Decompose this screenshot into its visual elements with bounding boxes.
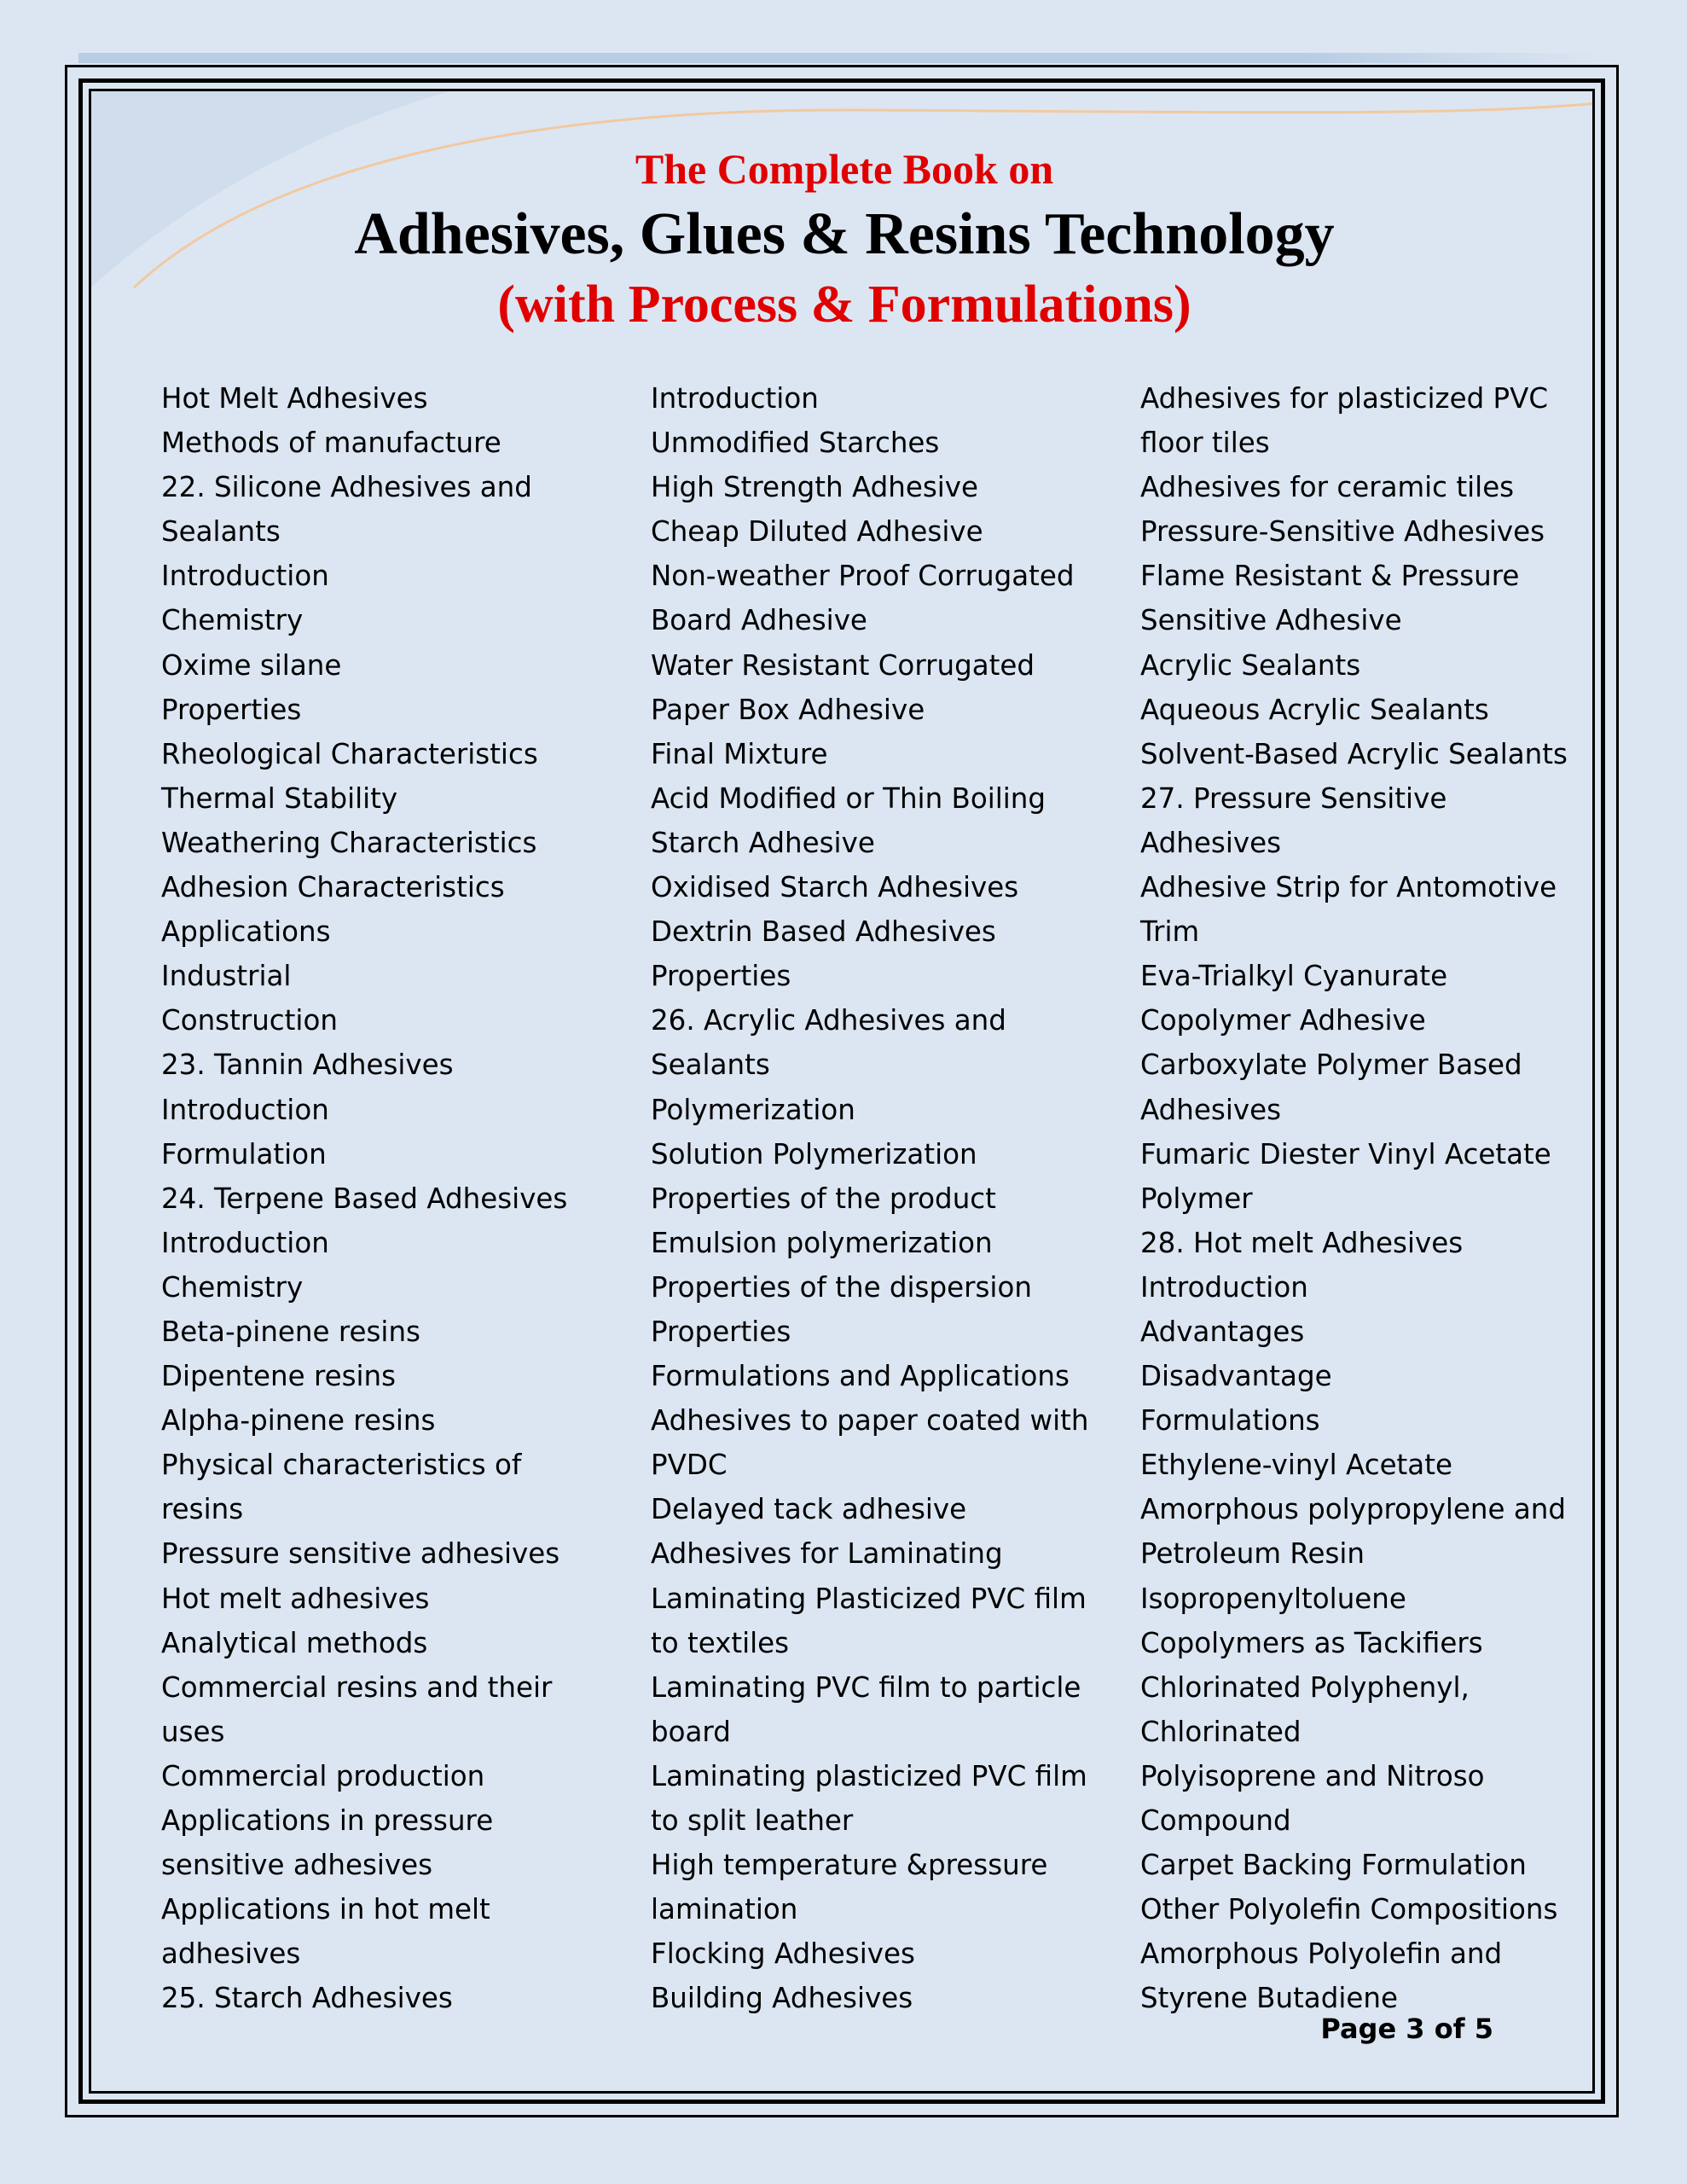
contents-line: Adhesion Characteristics bbox=[161, 871, 505, 904]
contents-line: Applications in hot melt bbox=[161, 1893, 490, 1926]
contents-line: Formulation bbox=[161, 1137, 327, 1170]
contents-line: Physical characteristics of bbox=[161, 1449, 522, 1482]
contents-line: Pressure sensitive adhesives bbox=[161, 1537, 560, 1571]
contents-line: Construction bbox=[161, 1004, 338, 1037]
contents-line: Thermal Stability bbox=[161, 781, 398, 815]
contents-line: Emulsion polymerization bbox=[651, 1226, 993, 1259]
contents-line: Applications bbox=[161, 915, 331, 949]
contents-line: 27. Pressure Sensitive bbox=[1140, 781, 1447, 815]
contents-column-1 bbox=[161, 376, 605, 2020]
contents-line: Introduction bbox=[1140, 1270, 1308, 1304]
contents-line: Amorphous Polyolefin and bbox=[1140, 1937, 1503, 1971]
contents-line: Introduction bbox=[161, 1226, 329, 1259]
contents-line: Adhesives for Laminating bbox=[651, 1537, 1003, 1571]
contents-line: Chemistry bbox=[161, 1270, 304, 1304]
contents-line: floor tiles bbox=[1140, 427, 1270, 460]
contents-line: Laminating Plasticized PVC film bbox=[651, 1582, 1087, 1615]
contents-line: Amorphous polypropylene and bbox=[1140, 1493, 1567, 1526]
contents-line: Introduction bbox=[161, 1093, 329, 1126]
contents-line: Adhesives to paper coated with bbox=[651, 1404, 1089, 1438]
contents-line: Cheap Diluted Adhesive bbox=[651, 515, 983, 549]
contents-line: Alpha-pinene resins bbox=[161, 1404, 436, 1438]
contents-line: Formulations bbox=[1140, 1404, 1320, 1438]
contents-line: board bbox=[651, 1715, 731, 1748]
contents-line: to textiles bbox=[651, 1626, 790, 1659]
contents-line: to split leather bbox=[651, 1804, 854, 1837]
contents-line: 23. Tannin Adhesives bbox=[161, 1048, 454, 1082]
contents-line: resins bbox=[161, 1493, 244, 1526]
contents-line: Introduction bbox=[651, 382, 819, 415]
contents-line: Solution Polymerization bbox=[651, 1137, 977, 1170]
book-title: Adhesives, Glues & Resins Technology bbox=[354, 201, 1335, 267]
contents-line: High Strength Adhesive bbox=[651, 471, 979, 504]
contents-line: Methods of manufacture bbox=[161, 427, 501, 460]
contents-line: Building Adhesives bbox=[651, 1982, 913, 2015]
contents-line: Advantages bbox=[1140, 1315, 1305, 1348]
contents-line: Styrene Butadiene bbox=[1140, 1982, 1398, 2015]
contents-line: Trim bbox=[1140, 915, 1200, 949]
contents-column-2 bbox=[651, 376, 1094, 2020]
contents-line: Acrylic Sealants bbox=[1140, 648, 1361, 682]
contents-line: Dipentene resins bbox=[161, 1360, 397, 1393]
contents-line: Sealants bbox=[651, 1048, 770, 1082]
top-decorative-band bbox=[78, 53, 1605, 63]
page-content bbox=[89, 89, 1595, 2094]
contents-line: Non-weather Proof Corrugated bbox=[651, 560, 1075, 593]
contents-line: Introduction bbox=[161, 560, 329, 593]
contents-line: Delayed tack adhesive bbox=[651, 1493, 967, 1526]
contents-line: Industrial bbox=[161, 960, 292, 993]
contents-line: Hot melt adhesives bbox=[161, 1582, 430, 1615]
contents-line: lamination bbox=[651, 1893, 798, 1926]
contents-line: Flocking Adhesives bbox=[651, 1937, 915, 1971]
contents-line: Sensitive Adhesive bbox=[1140, 604, 1402, 637]
contents-line: Adhesives for ceramic tiles bbox=[1140, 471, 1515, 504]
contents-line: Polyisoprene and Nitroso bbox=[1140, 1759, 1485, 1792]
contents-line: Ethylene-vinyl Acetate bbox=[1140, 1449, 1452, 1482]
contents-line: adhesives bbox=[161, 1937, 301, 1971]
contents-line: Commercial production bbox=[161, 1759, 485, 1792]
contents-line: Copolymers as Tackifiers bbox=[1140, 1626, 1483, 1659]
contents-line: Board Adhesive bbox=[651, 604, 867, 637]
contents-line: Fumaric Diester Vinyl Acetate bbox=[1140, 1137, 1551, 1170]
contents-line: Isopropenyltoluene bbox=[1140, 1582, 1406, 1615]
contents-line: Oxidised Starch Adhesives bbox=[651, 871, 1019, 904]
contents-line: Chlorinated bbox=[1140, 1715, 1301, 1748]
contents-line: Commercial resins and their bbox=[161, 1670, 553, 1704]
contents-line: Laminating PVC film to particle bbox=[651, 1670, 1081, 1704]
contents-line: Water Resistant Corrugated bbox=[651, 648, 1035, 682]
contents-column-3 bbox=[1140, 376, 1584, 2020]
contents-line: 24. Terpene Based Adhesives bbox=[161, 1182, 568, 1215]
contents-line: Beta-pinene resins bbox=[161, 1315, 420, 1348]
contents-line: 28. Hot melt Adhesives bbox=[1140, 1226, 1464, 1259]
contents-line: Properties bbox=[161, 693, 302, 726]
contents-line: Oxime silane bbox=[161, 648, 342, 682]
contents-line: Eva-Trialkyl Cyanurate bbox=[1140, 960, 1448, 993]
contents-line: Flame Resistant & Pressure bbox=[1140, 560, 1520, 593]
contents-line: Paper Box Adhesive bbox=[651, 693, 925, 726]
contents-line: Properties of the dispersion bbox=[651, 1270, 1032, 1304]
contents-line: Laminating plasticized PVC film bbox=[651, 1759, 1087, 1792]
contents-line: Starch Adhesive bbox=[651, 826, 875, 859]
contents-line: Hot Melt Adhesives bbox=[161, 382, 428, 415]
book-subtitle: (with Process & Formulations) bbox=[497, 276, 1191, 334]
contents-line: Polymerization bbox=[651, 1093, 855, 1126]
contents-line: Final Mixture bbox=[651, 737, 828, 770]
contents-line: Properties bbox=[651, 960, 791, 993]
contents-line: Formulations and Applications bbox=[651, 1360, 1070, 1393]
contents-line: Sealants bbox=[161, 515, 281, 549]
contents-line: Carpet Backing Formulation bbox=[1140, 1849, 1527, 1882]
contents-line: High temperature &pressure bbox=[651, 1849, 1048, 1882]
contents-line: Applications in pressure bbox=[161, 1804, 494, 1837]
contents-line: Adhesive Strip for Antomotive bbox=[1140, 871, 1557, 904]
page-number: Page 3 of 5 bbox=[1320, 2013, 1493, 2045]
contents-line: Weathering Characteristics bbox=[161, 826, 537, 859]
contents-line: Solvent-Based Acrylic Sealants bbox=[1140, 737, 1568, 770]
contents-line: Unmodified Starches bbox=[651, 427, 940, 460]
book-title-prefix: The Complete Book on bbox=[635, 145, 1054, 193]
contents-line: Other Polyolefin Compositions bbox=[1140, 1893, 1558, 1926]
contents-line: 25. Starch Adhesives bbox=[161, 1982, 453, 2015]
contents-line: Adhesives bbox=[1140, 1093, 1282, 1126]
contents-line: Carboxylate Polymer Based bbox=[1140, 1048, 1522, 1082]
contents-line: Properties of the product bbox=[651, 1182, 996, 1215]
contents-line: Disadvantage bbox=[1140, 1360, 1332, 1393]
contents-line: Properties bbox=[651, 1315, 791, 1348]
contents-line: PVDC bbox=[651, 1449, 728, 1482]
contents-line: Chemistry bbox=[161, 604, 304, 637]
contents-line: Adhesives bbox=[1140, 826, 1282, 859]
contents-line: Dextrin Based Adhesives bbox=[651, 915, 996, 949]
title-block bbox=[91, 139, 1595, 339]
contents-line: 22. Silicone Adhesives and bbox=[161, 471, 532, 504]
contents-line: Adhesives for plasticized PVC bbox=[1140, 382, 1549, 415]
contents-line: Petroleum Resin bbox=[1140, 1537, 1365, 1571]
contents-line: 26. Acrylic Adhesives and bbox=[651, 1004, 1006, 1037]
contents-line: Analytical methods bbox=[161, 1626, 428, 1659]
contents-line: Aqueous Acrylic Sealants bbox=[1140, 693, 1489, 726]
contents-line: sensitive adhesives bbox=[161, 1849, 433, 1882]
contents-line: uses bbox=[161, 1715, 225, 1748]
contents-line: Copolymer Adhesive bbox=[1140, 1004, 1426, 1037]
contents-line: Chlorinated Polyphenyl, bbox=[1140, 1670, 1470, 1704]
contents-line: Acid Modified or Thin Boiling bbox=[651, 781, 1046, 815]
contents-line: Polymer bbox=[1140, 1182, 1253, 1215]
contents-line: Compound bbox=[1140, 1804, 1291, 1837]
contents-line: Rheological Characteristics bbox=[161, 737, 538, 770]
contents-line: Pressure-Sensitive Adhesives bbox=[1140, 515, 1545, 549]
